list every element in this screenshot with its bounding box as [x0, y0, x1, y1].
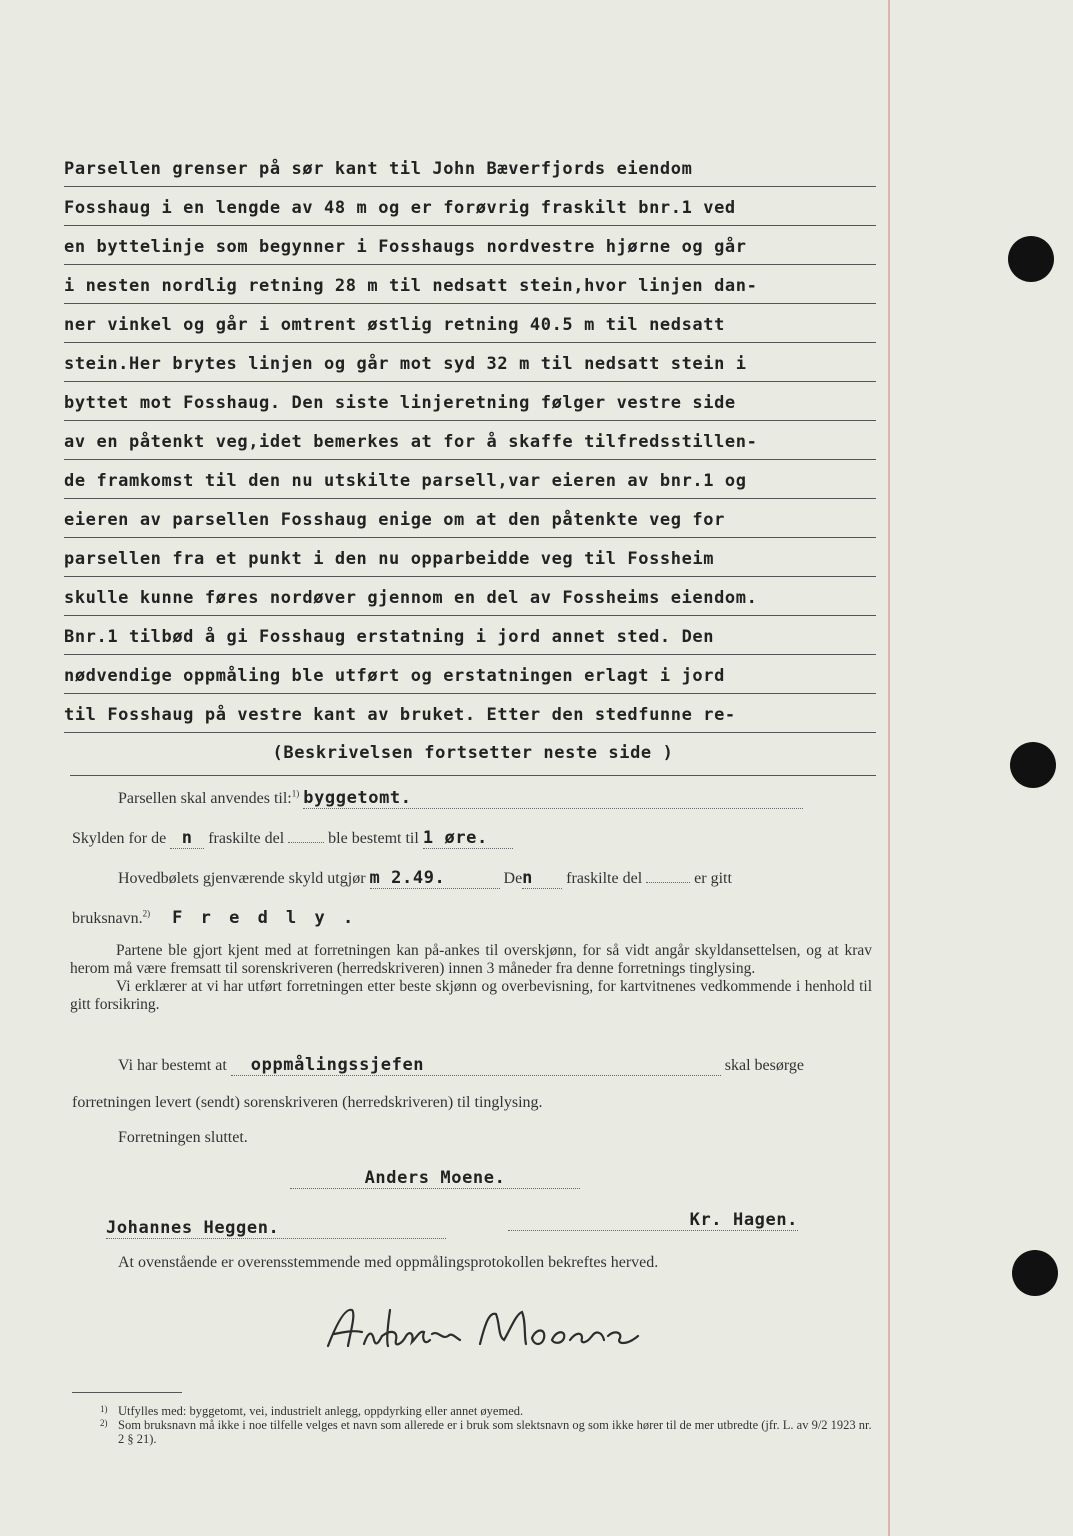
- closing-text: Forretningen sluttet.: [118, 1129, 248, 1146]
- handwritten-signature: [320, 1300, 660, 1365]
- punch-hole-middle: [1010, 742, 1056, 788]
- footnote-item: [100, 1404, 878, 1418]
- remaining-label-b: fraskilte del: [566, 870, 643, 887]
- remaining-value: m 2.49.: [369, 868, 446, 888]
- remaining-label: Hovedbølets gjenværende skyld utgjør: [118, 870, 366, 887]
- continuation-note: (Beskrivelsen fortsetter neste side ): [70, 743, 876, 776]
- description-line: Bnr.1 tilbød å gi Fosshaug erstatning i jord annet sted. Den: [64, 616, 876, 655]
- footnote-mark: 2): [100, 1418, 108, 1428]
- description-line: Parsellen grenser på sør kant til John Bæverfjords eiendom: [64, 148, 876, 187]
- punch-hole-bottom: [1012, 1250, 1058, 1296]
- tax-label-a: Skylden for de: [72, 830, 167, 847]
- remaining-de: De: [503, 870, 523, 887]
- description-line: ner vinkel og går i omtrent østlig retning 40.5 m til nedsatt: [64, 304, 876, 343]
- description-line: en byttelinje som begynner i Fosshaugs nordvestre hjørne og går: [64, 226, 876, 265]
- typed-description: [64, 148, 876, 733]
- assign-label-a: Vi har bestemt at: [118, 1057, 227, 1074]
- description-line: stein.Her brytes linjen og går mot syd 32 m til nedsatt stein i: [64, 343, 876, 382]
- footnote-text: Utfylles med: byggetomt, vei, industrielt anlegg, oppdyrking eller annet øyemed.: [118, 1404, 524, 1418]
- footnote-rule: [72, 1392, 182, 1393]
- description-line: de framkomst til den nu utskilte parsell,var eieren av bnr.1 og: [64, 460, 876, 499]
- signature-main: Anders Moene.: [290, 1168, 580, 1189]
- description-line: eieren av parsellen Fosshaug enige om at den påtenkte veg for: [64, 499, 876, 538]
- name-value: F r e d l y .: [172, 908, 358, 928]
- appeal-text: Partene ble gjort kjent med at forretningen kan på-ankes til overskjønn, for så vidt angår skyldansettelsen, og at krav herom må være fremsatt til sorenskriveren (herredskriveren) innen 3 måneder fra denne forretnings tinglysing.: [70, 942, 872, 977]
- description-line: nødvendige oppmåling ble utført og erstatningen erlagt i jord: [64, 655, 876, 694]
- footnote-ref: 1): [291, 788, 300, 799]
- declaration-text: Vi erklærer at vi har utført forretningen etter beste skjønn og overbevisning, for kartvitnenes vedkommende i henhold til gitt forsikring.: [70, 978, 872, 1013]
- tax-value: 1 øre.: [422, 828, 488, 848]
- tax-label-b: fraskilte del: [208, 830, 285, 847]
- assign-label-b: skal besørge: [724, 1057, 805, 1074]
- footnote-mark: 1): [100, 1404, 108, 1414]
- signature-left: Johannes Heggen.: [106, 1218, 446, 1239]
- signature-right: Kr. Hagen.: [508, 1210, 798, 1231]
- tax-fill-n: n: [181, 828, 193, 848]
- description-line: i nesten nordlig retning 28 m til nedsatt stein,hvor linjen dan-: [64, 265, 876, 304]
- footnotes: [100, 1404, 878, 1446]
- punch-hole-top: [1008, 236, 1054, 282]
- tax-label-c: ble bestemt til: [328, 830, 419, 847]
- footnote-item: [100, 1418, 878, 1446]
- description-line: byttet mot Fosshaug. Den siste linjeretning følger vestre side: [64, 382, 876, 421]
- certification-text: At ovenstående er overensstemmende med oppmålingsprotokollen bekreftes herved.: [118, 1254, 659, 1271]
- assign-row: [118, 1055, 804, 1076]
- remaining-row: [118, 868, 732, 889]
- description-line: til Fosshaug på vestre kant av bruket. Etter den stedfunne re-: [64, 694, 876, 733]
- use-label: Parsellen skal anvendes til:: [118, 790, 292, 807]
- description-line: skulle kunne føres nordøver gjennom en del av Fossheims eiendom.: [64, 577, 876, 616]
- use-value: byggetomt.: [303, 788, 412, 808]
- footnote-text: Som bruksnavn må ikke i noe tilfelle velges et navn som allerede er i bruk som slektsnavn og som ikke hører til de mer utbredte (jfr. L. av 9/2 1923 nr. 2 § 21).: [118, 1418, 872, 1446]
- assign-line-2: forretningen levert (sendt) sorenskriveren (herredskriveren) til tinglysing.: [72, 1094, 543, 1111]
- description-line: parsellen fra et punkt i den nu opparbeidde veg til Fossheim: [64, 538, 876, 577]
- use-row: [118, 788, 803, 809]
- footnote-ref: 2): [142, 908, 151, 919]
- description-line: av en påtenkt veg,idet bemerkes at for å skaffe tilfredsstillen-: [64, 421, 876, 460]
- remaining-label-c: er gitt: [694, 870, 732, 887]
- description-line: Fosshaug i en lengde av 48 m og er forøvrig fraskilt bnr.1 ved: [64, 187, 876, 226]
- page-margin-line: [888, 0, 890, 1536]
- assign-value: oppmålingssjefen: [250, 1055, 425, 1075]
- name-label: bruksnavn.: [72, 910, 143, 927]
- name-row: [72, 908, 357, 928]
- remaining-n: n: [522, 868, 534, 888]
- tax-row: [72, 828, 513, 849]
- appeal-paragraph: [70, 942, 872, 1014]
